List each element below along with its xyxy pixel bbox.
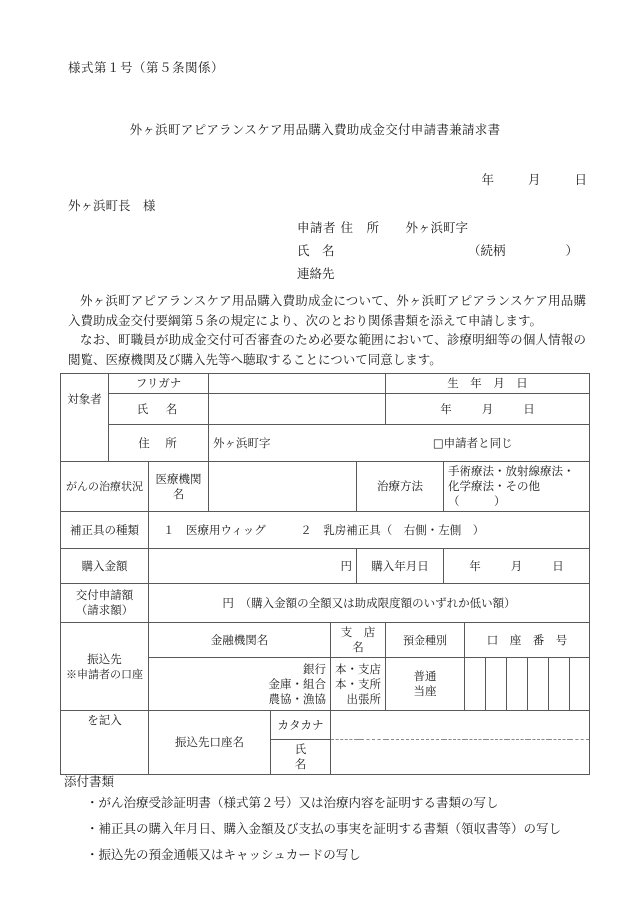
branch-name-input-cell[interactable] (331, 658, 386, 711)
bank-name-label: 金融機関名 (210, 632, 269, 647)
deposit-type-0[interactable]: 普通 (413, 669, 437, 683)
furigana-label: フリガナ (135, 376, 182, 390)
subject-label-cell (61, 374, 109, 425)
birth-date-label-cell (386, 374, 590, 394)
transfer-note2: を記入 (87, 713, 122, 727)
appliance-options: １ 医療用ウィッグ ２ 乳房補正具（ 右側・左側 ） (163, 522, 485, 537)
purchase-amount-input-cell[interactable] (149, 549, 357, 584)
appliance-type-label-cell (61, 512, 149, 549)
table-row-grant-amount (61, 584, 590, 623)
account-digit-6[interactable] (570, 658, 590, 711)
purchase-date-label-cell (357, 549, 444, 584)
applicant-address-label: 申請者 住 所 (297, 220, 380, 235)
furigana-label-cell (109, 374, 209, 394)
attachment-item: ・振込先の預金通帳又はキャッシュカードの写し (86, 847, 361, 862)
account-digit-4[interactable] (528, 658, 549, 711)
submission-date-line (481, 170, 587, 188)
treatment-method-label: 治療方法 (377, 479, 423, 493)
account-digit-3[interactable] (507, 658, 528, 711)
table-row-account-name-katakana (61, 711, 590, 740)
birth-day-label: 日 (523, 401, 535, 416)
branch-name-label-cell (331, 623, 386, 658)
katakana-label-cell (271, 711, 331, 740)
cancer-status-label: がんの治療状況 (66, 480, 143, 493)
bank-suffix-1: 金庫・組合 (268, 676, 326, 691)
subject-address-label-cell (109, 425, 209, 462)
deposit-type-input-cell[interactable] (386, 658, 465, 711)
applicant-address-row (297, 216, 468, 239)
purchase-amount-yen-label: 円 (340, 558, 352, 573)
application-form-table (60, 373, 590, 775)
subject-label-spacer (61, 425, 109, 462)
account-name-kanji-label: 氏 名 (294, 742, 341, 771)
applicant-contact-label: 連絡先 (297, 266, 335, 281)
treatment-options-cell[interactable] (444, 462, 590, 512)
appliance-options-cell[interactable] (149, 512, 590, 549)
attachment-item: ・がん治療受診証明書（様式第２号）又は治療内容を証明する書類の写し (86, 795, 499, 810)
applicant-contact-row (297, 262, 468, 285)
birth-date-input-cell[interactable] (386, 394, 590, 425)
appliance-type-label: 補正具の種類 (70, 522, 139, 537)
document-title: 外ヶ浜町アピアランスケア用品購入費助成金交付申請書兼請求書 (129, 122, 501, 137)
grant-amount-label-cell (61, 584, 149, 623)
transfer-label-spacer (61, 740, 149, 775)
account-name-label-cell (149, 711, 271, 775)
attachments-list (86, 790, 561, 868)
table-row-furigana (61, 374, 590, 394)
subject-label: 対象者 (67, 391, 102, 406)
form-number: 様式第１号（第５条関係） (68, 60, 225, 75)
bank-name-input-cell[interactable] (149, 658, 331, 711)
purchase-amount-label-cell (61, 549, 149, 584)
table-row-bank-header (61, 623, 590, 658)
deposit-type-label: 預金種別 (403, 633, 447, 647)
applicant-address-prefix: 外ヶ浜町字 (405, 220, 468, 235)
account-name-kanji-label-cell (271, 740, 341, 775)
table-row-subject-name (61, 394, 590, 425)
account-digit-5[interactable] (549, 658, 570, 711)
grant-amount-input-cell[interactable] (149, 584, 590, 623)
subject-name-input-cell[interactable] (209, 394, 386, 425)
branch-suffix-0: 本・支店 (335, 661, 381, 676)
account-number-label: 口 座 番 号 (486, 632, 568, 647)
furigana-input-cell[interactable] (209, 374, 386, 394)
addressee: 外ヶ浜町長 様 (68, 198, 156, 213)
subject-name-label: 氏 名 (136, 401, 181, 416)
body-paragraph-2: なお、町職員が助成金交付可否審査のため必要な範囲において、診療明細等の個人情報の閲覧、医療機関及び購入先等へ聴取することについて同意します。 (68, 332, 586, 367)
relation-open-label: （続柄 (468, 243, 506, 258)
purchase-year-label: 年 (469, 558, 481, 573)
bank-name-label-cell (149, 623, 331, 658)
bank-suffix-2: 農協・漁協 (268, 691, 326, 706)
purchase-month-label: 月 (510, 558, 523, 573)
subject-address-label: 住 所 (138, 435, 179, 450)
account-number-label-cell (465, 623, 590, 658)
attachment-item: ・補正具の購入年月日、購入金額及び支払の事実を証明する書類（領収書等）の写し (86, 821, 562, 836)
branch-name-label: 支 店 名 (340, 625, 387, 654)
date-month-label: 月 (527, 172, 541, 187)
treatment-method-label-cell (357, 462, 444, 512)
relation-close-label: ） (565, 243, 579, 258)
table-row-subject-address (61, 425, 590, 462)
birth-month-label: 月 (481, 401, 494, 416)
treatment-options: 手術療法・放射線療法・化学療法・その他（ ） (448, 464, 575, 508)
same-as-applicant-checkbox[interactable]: □申請者と同じ (432, 435, 513, 450)
purchase-date-input-cell[interactable] (444, 549, 590, 584)
katakana-input-cell[interactable] (331, 711, 590, 740)
medical-institution-input-cell[interactable] (209, 462, 357, 512)
date-day-label: 日 (574, 172, 587, 187)
applicant-name-row (297, 239, 579, 262)
deposit-type-1[interactable]: 当座 (413, 684, 437, 698)
branch-suffix-1: 本・支所 (335, 676, 381, 691)
account-name-label: 振込先口座名 (175, 735, 244, 749)
account-digit-1[interactable] (465, 658, 486, 711)
birth-date-label: 生 年 月 日 (447, 376, 528, 390)
body-paragraph-1: 外ヶ浜町アピアランスケア用品購入費助成金について、外ヶ浜町アピアランスケア用品購入費助成金交付要綱第５条の規定により、次のとおり関係書類を添えて申請します。 (68, 293, 586, 328)
date-year-label: 年 (481, 172, 494, 187)
table-row-account-name-kanji (61, 740, 590, 775)
branch-suffix-2: 出張所 (346, 691, 381, 706)
grant-amount-note: 円 （購入金額の全額又は助成限度額のいずれか低い額） (222, 595, 516, 610)
table-row-appliance-type (61, 512, 590, 549)
cancer-status-label-cell (61, 462, 149, 512)
subject-name-label-cell (109, 394, 209, 425)
transfer-note2-cell (61, 711, 149, 740)
applicant-info-block (297, 216, 579, 285)
table-row-purchase-amount (61, 549, 590, 584)
medical-institution-label: 医療機関名 (155, 471, 202, 501)
transfer-label: 振込先 (87, 651, 122, 666)
subject-address-prefix: 外ヶ浜町字 (213, 435, 271, 450)
medical-institution-label-cell (149, 462, 209, 512)
deposit-type-label-cell (386, 623, 465, 658)
account-name-kanji-input-cell[interactable] (331, 740, 590, 775)
applicant-name-label: 氏 名 (297, 243, 335, 258)
purchase-date-label: 購入年月日 (371, 558, 429, 573)
grant-amount-label: 交付申請額（請求額） (75, 588, 134, 617)
subject-address-input-cell[interactable] (209, 425, 590, 462)
purchase-day-label: 日 (552, 558, 564, 573)
bank-suffix-0: 銀行 (303, 661, 326, 676)
katakana-label: カタカナ (277, 717, 324, 732)
birth-year-label: 年 (440, 401, 452, 416)
transfer-label-cell (61, 623, 149, 711)
attachments-title: 添付書類 (64, 774, 115, 789)
account-digit-2[interactable] (486, 658, 507, 711)
table-row-cancer-status (61, 462, 590, 512)
transfer-note: ※申請者の口座 (66, 667, 143, 681)
purchase-amount-label: 購入金額 (81, 558, 128, 573)
applicant-relation (468, 239, 578, 262)
